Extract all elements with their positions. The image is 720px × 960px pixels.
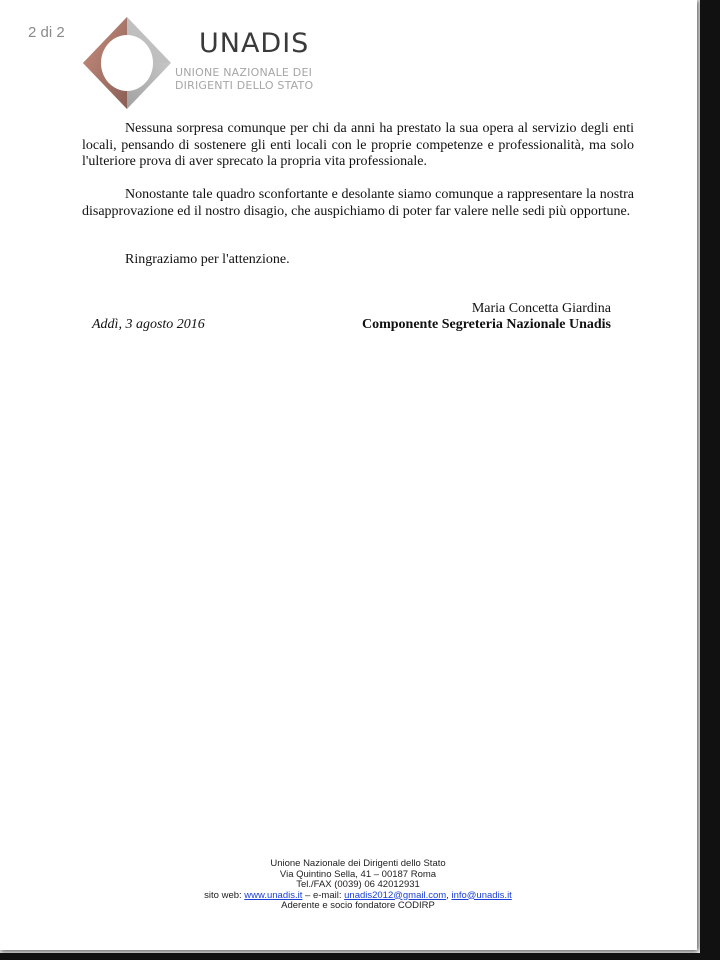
letter-footer	[150, 859, 566, 912]
email-link-info[interactable]: info@unadis.it	[451, 889, 512, 901]
footer-separator: –	[305, 889, 311, 901]
unadis-logo-icon	[81, 15, 173, 111]
body-paragraph-1: Nessuna sorpresa comunque per chi da anni ha prestato la sua opera al servizio degli enti locali, pensando di sostenere gli enti locali con le proprie competenze e professionalità, ma solo l'ulteriore prova di aver sprecato la propria vita professionale.	[82, 121, 634, 169]
footer-phone: Tel./FAX (0039) 06 42012931	[296, 879, 420, 890]
page-indicator: 2 di 2	[28, 24, 65, 41]
website-link[interactable]: www.unadis.it	[244, 889, 303, 901]
footer-affiliation: Aderente e socio fondatore CODIRP	[281, 900, 435, 911]
signatory-name: Maria Concetta Giardina	[471, 301, 611, 316]
org-full-name	[175, 66, 313, 92]
footer-email-label: e-mail:	[312, 889, 342, 901]
body-paragraph-3: Ringraziamo per l'attenzione.	[125, 252, 290, 267]
footer-org-name: Unione Nazionale dei Dirigenti dello Stato	[270, 858, 446, 869]
org-full-name-line2: DIRIGENTI DELLO STATO	[175, 79, 314, 92]
org-full-name-line1: UNIONE NAZIONALE DEI	[175, 66, 313, 79]
org-short-name: UNADIS	[199, 28, 310, 59]
footer-address: Via Quintino Sella, 41 – 00187 Roma	[279, 868, 437, 880]
email-link-primary[interactable]: unadis2012@gmail.com	[344, 889, 447, 901]
signatory-role: Componente Segreteria Nazionale Unadis	[362, 317, 611, 332]
viewer-right-edge	[700, 0, 720, 960]
footer-email-separator: ,	[446, 889, 449, 901]
footer-web-label: sito web:	[204, 889, 242, 901]
body-paragraph-2: Nonostante tale quadro sconfortante e desolante siamo comunque a rappresentare la nostra disapprovazione ed il nostro disagio, che auspichiamo di poter far valere nelle sedi più opportune.	[82, 187, 634, 219]
letter-date: Addì, 3 agosto 2016	[92, 317, 205, 332]
viewer-bottom-edge	[0, 953, 720, 960]
